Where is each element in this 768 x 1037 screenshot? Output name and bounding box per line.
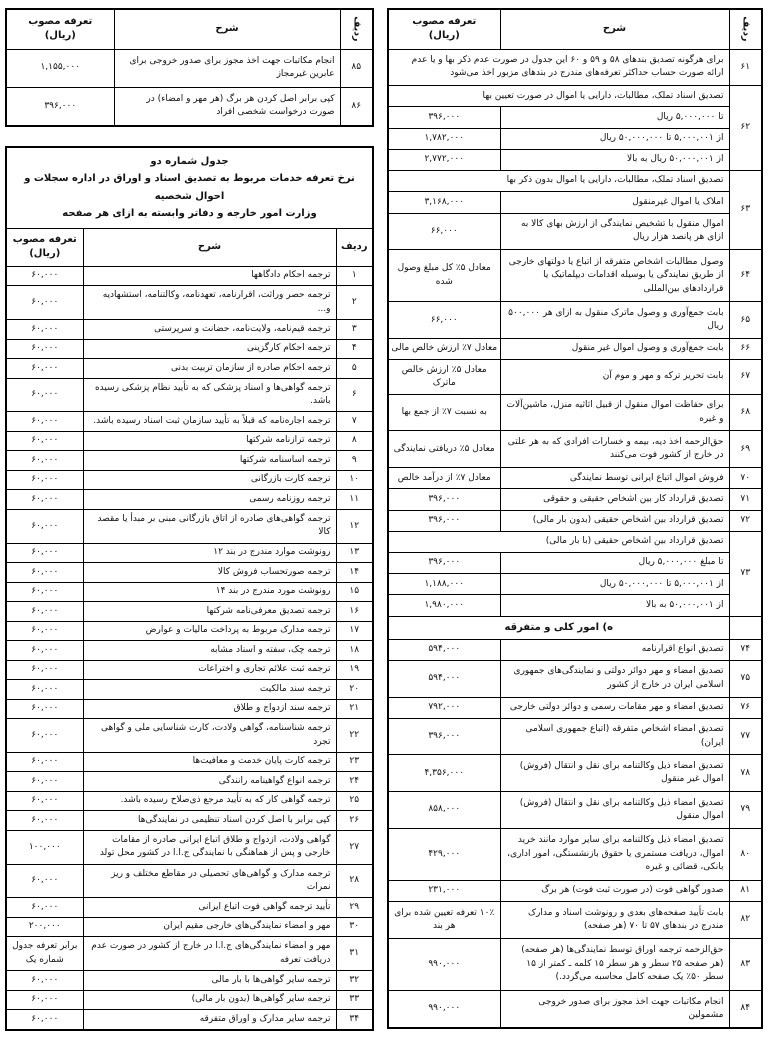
table-row	[388, 192, 762, 213]
description-cell: تصدیق قرارداد کار بین اشخاص حقیقی و حقوقی	[500, 489, 729, 510]
row-number-cell: ۷	[336, 412, 373, 432]
table-row	[6, 699, 373, 719]
row-number-cell: ۷۷	[729, 718, 762, 755]
tariff-header-line2: (ریال)	[44, 30, 76, 42]
description-cell: ترجمه کارت پایان خدمت و معافیت‌ها	[83, 752, 336, 772]
row-number-cell: ۱۹	[336, 660, 373, 680]
tariff-cell: ۷۹۲,۰۰۰	[388, 697, 500, 718]
table-row	[6, 1010, 373, 1030]
row-number-cell: ۲۹	[336, 898, 373, 918]
description-cell: تصدیق امضاء ذیل وکالتنامه برای نقل و انتقال (فروش) اموال غیر منقول	[500, 755, 729, 792]
row-number-cell: ۸	[336, 431, 373, 451]
table-row	[388, 755, 762, 792]
table-row	[6, 431, 373, 451]
tariff-cell: ۶۰,۰۰۰	[6, 811, 83, 831]
table-row	[388, 639, 762, 660]
description-cell: ترجمه قیم‌نامه، ولایت‌نامه، حضانت و سرپرستی	[83, 320, 336, 340]
row-number-cell: ۷۹	[729, 792, 762, 829]
description-cell: بابت جمع‌آوری و وصول ماترک منقول به ازای هر ۵۰۰,۰۰۰ ریال	[500, 302, 729, 339]
row-number-cell: ۲۶	[336, 811, 373, 831]
column-header-tariff	[6, 9, 114, 49]
tariff-header-line1: تعرفه مصوب	[412, 15, 477, 27]
row-number-cell: ۲۳	[336, 752, 373, 772]
description-cell: املاک یا اموال غیرمنقول	[500, 192, 729, 213]
tariff-cell: معادل ۵٪ کل مبلغ وصول شده	[388, 250, 500, 302]
tariff-cell: معادل ۵٪ ارزش خالص ماترک	[388, 360, 500, 394]
description-cell: ترجمه کارت بازرگانی	[83, 470, 336, 490]
row-number-cell: ۷۱	[729, 489, 762, 510]
row-number-cell: ۳۴	[336, 1010, 373, 1030]
table-row	[388, 531, 762, 552]
tables-gap	[5, 127, 374, 146]
tariff-cell: ۱,۹۸۰,۰۰۰	[388, 595, 500, 616]
table-row	[6, 660, 373, 680]
description-cell: تصدیق انواع اقرارنامه	[500, 639, 729, 660]
row-number-cell: ۱۲	[336, 509, 373, 543]
tariff-cell: ۳۹۶,۰۰۰	[388, 510, 500, 531]
row-number-header-label: ردیف	[351, 16, 363, 42]
table-two	[5, 146, 374, 1031]
table-row	[388, 302, 762, 339]
table-row	[388, 902, 762, 939]
column-header-row-number	[340, 9, 373, 49]
table-row	[6, 680, 373, 700]
table-row	[6, 830, 373, 864]
description-cell: رونوشت موارد مندرج در بند ۱۲	[83, 543, 336, 563]
description-cell: ترجمه اساسنامه شرکتها	[83, 451, 336, 471]
description-cell: ترجمه سایر گواهی‌ها (بدون بار مالی)	[83, 990, 336, 1010]
row-number-cell: ۱۱	[336, 490, 373, 510]
tariff-cell: معادل ۷٪ از درآمد خالص	[388, 468, 500, 489]
column-header-description: شرح	[114, 9, 340, 49]
description-cell: برای حفاظت اموال منقول از قبیل اثاثیه منزل، ماشین‌آلات و غیره	[500, 394, 729, 431]
table-row	[388, 250, 762, 302]
description-cell: تصدیق قرارداد بین اشخاص حقیقی (بدون بار مالی)	[500, 510, 729, 531]
row-number-cell: ۶۱	[729, 49, 762, 86]
description-cell: گواهی ولادت، ازدواج و طلاق اتباع ایرانی صادره از مقامات خارجی و پس از هماهنگی با نمایندگی ج.ا.ا در کشور محل تولد	[83, 830, 336, 864]
table-two-body	[6, 266, 373, 1030]
description-cell: ترجمه مدارک و گواهی‌های تحصیلی در مقاطع مختلف و ریز نمرات	[83, 864, 336, 898]
row-number-cell: ۲۴	[336, 772, 373, 792]
description-cell: ترجمه سایر مدارک و اوراق متفرقه	[83, 1010, 336, 1030]
tariff-header-line1: تعرفه مصوب	[12, 233, 77, 245]
table-one-rows-61-84	[387, 8, 763, 1029]
row-number-cell: ۱۰	[336, 470, 373, 490]
table-row	[6, 49, 373, 87]
description-cell: کپی برابر اصل کردن هر برگ (هر مهر و امضاء) در صورت درخواست شخصی افراد	[114, 87, 340, 126]
tariff-cell: ۶۰,۰۰۰	[6, 359, 83, 379]
table-header-row	[6, 9, 373, 49]
column-header-row-number: ردیف	[336, 228, 373, 266]
row-number-cell	[729, 616, 762, 639]
tariff-cell: ۵۹۴,۰۰۰	[388, 639, 500, 660]
row-number-cell: ۱۸	[336, 641, 373, 661]
table-row	[6, 359, 373, 379]
tariff-cell: ۶۰,۰۰۰	[6, 660, 83, 680]
table-one-right-body	[388, 49, 762, 1028]
description-cell: بابت تأیید صفحه‌های بعدی و رونوشت اسناد و مدارک مندرج در بندهای ۵۷ تا ۷۰ (هر صفحه)	[500, 902, 729, 939]
tariff-cell: ۶۰,۰۰۰	[6, 412, 83, 432]
row-number-cell: ۱	[336, 266, 373, 286]
description-cell: از ۵۰,۰۰۰,۰۰۱ ریال به بالا	[500, 149, 729, 170]
table-header-row	[388, 9, 762, 49]
table-row	[388, 553, 762, 574]
tariff-cell: ۶۰,۰۰۰	[6, 971, 83, 991]
description-cell: تصدیق امضاء ذیل وکالتنامه برای نقل و انتقال (فروش) اموال منقول	[500, 792, 729, 829]
tariff-cell: ۴,۳۵۶,۰۰۰	[388, 755, 500, 792]
description-cell: از ۵,۰۰۰,۰۰۱ تا ۵۰,۰۰۰,۰۰۰ ریال	[500, 574, 729, 595]
row-number-cell: ۳۱	[336, 937, 373, 971]
table-row	[6, 320, 373, 340]
table-row	[6, 937, 373, 971]
description-cell: بابت جمع‌آوری و وصول اموال غیر منقول	[500, 339, 729, 360]
row-number-cell: ۷۶	[729, 697, 762, 718]
tariff-cell: ۶۰,۰۰۰	[6, 621, 83, 641]
tariff-cell: ۱,۷۸۲,۰۰۰	[388, 128, 500, 149]
description-cell: برای هرگونه تصدیق بندهای ۵۸ و ۵۹ و ۶۰ این جدول در صورت عدم ذکر بها و یا عدم ارائه صورت حساب حداکثر تعرفه‌های مندرج در بندهای مزبور اخذ می‌شود	[388, 49, 729, 86]
table-row	[6, 266, 373, 286]
table-row	[388, 394, 762, 431]
table-row	[388, 360, 762, 394]
table-one-left-body	[6, 49, 373, 126]
row-number-cell: ۷۸	[729, 755, 762, 792]
description-cell: انجام مکاتبات جهت اخذ مجوز برای صدور خروجی برای عابرین غیرمجاز	[114, 49, 340, 87]
row-number-cell: ۴	[336, 339, 373, 359]
row-number-cell: ۱۴	[336, 563, 373, 583]
row-number-cell: ۸۰	[729, 828, 762, 880]
table-row	[6, 339, 373, 359]
tariff-cell: ۴۲۹,۰۰۰	[388, 828, 500, 880]
row-number-cell: ۱۷	[336, 621, 373, 641]
row-number-cell: ۹	[336, 451, 373, 471]
table-row	[388, 574, 762, 595]
tariff-cell: ۶۰,۰۰۰	[6, 772, 83, 792]
table-row	[6, 898, 373, 918]
row-number-cell: ۶	[336, 378, 373, 412]
description-cell: مهر و امضاء نمایندگی‌های خارجی مقیم ایران	[83, 917, 336, 937]
table-row	[6, 286, 373, 320]
description-cell: ترجمه سایر گواهی‌ها با بار مالی	[83, 971, 336, 991]
table-row	[388, 431, 762, 468]
table-row	[388, 107, 762, 128]
description-cell: ترجمه مدارک مربوط به پرداخت مالیات و عوارض	[83, 621, 336, 641]
row-number-cell: ۳۰	[336, 917, 373, 937]
row-number-cell: ۷۴	[729, 639, 762, 660]
table-header-row	[6, 228, 373, 266]
description-cell: تأیید ترجمه گواهی فوت اتباع ایرانی	[83, 898, 336, 918]
table-row	[388, 339, 762, 360]
description-cell: ترجمه گواهی‌های صادره از اتاق بازرگانی مبنی بر مبدأ یا مقصد کالا	[83, 509, 336, 543]
row-number-cell: ۸۶	[340, 87, 373, 126]
description-cell: از ۵,۰۰۰,۰۰۱ تا ۵۰,۰۰۰,۰۰۰ ریال	[500, 128, 729, 149]
description-cell: انجام مکاتبات جهت اخذ مجوز برای صدور خروجی مشمولین	[500, 991, 729, 1028]
row-number-cell: ۶۲	[729, 86, 762, 171]
subheader-cell: تصدیق قرارداد بین اشخاص حقیقی (با بار مالی)	[388, 531, 729, 552]
table-row	[6, 917, 373, 937]
tariff-cell: ۳۹۶,۰۰۰	[388, 553, 500, 574]
row-number-cell: ۲	[336, 286, 373, 320]
tariff-cell: ۶۰,۰۰۰	[6, 582, 83, 602]
tariff-cell: به نسبت ۷٪ از جمع بها	[388, 394, 500, 431]
description-cell: تصدیق امضاء و مهر مقامات رسمی و دوائر دولتی خارجی	[500, 697, 729, 718]
description-cell: ترجمه احکام دادگاهها	[83, 266, 336, 286]
table-row	[6, 990, 373, 1010]
table-row	[6, 563, 373, 583]
tariff-cell: ۶۰,۰۰۰	[6, 719, 83, 753]
column-header-tariff	[6, 228, 83, 266]
tariff-cell: ۶۰,۰۰۰	[6, 378, 83, 412]
row-number-cell: ۶۸	[729, 394, 762, 431]
table-row	[6, 490, 373, 510]
tariff-cell: ۶۰,۰۰۰	[6, 431, 83, 451]
row-number-cell: ۸۵	[340, 49, 373, 87]
table-row	[6, 719, 373, 753]
tariff-cell: ۱۰٪ تعرفه تعیین شده برای هر بند	[388, 902, 500, 939]
table-row	[388, 489, 762, 510]
tariff-cell: ۶۰,۰۰۰	[6, 791, 83, 811]
description-cell: ترجمه گواهی‌ها و اسناد پزشکی که به تأیید نظام پزشکی رسیده باشد.	[83, 378, 336, 412]
description-cell: حق‌الزحمه اخذ دیه، بیمه و خسارات افرادی که به هر علتی در خارج از کشور فوت می‌کنند	[500, 431, 729, 468]
table-two-title-line2: نرخ تعرفه خدمات مربوط به تصدیق اسناد و اوراق در اداره سجلات و احوال شخصیه	[24, 173, 355, 202]
table-row	[388, 991, 762, 1028]
table-row	[6, 641, 373, 661]
subheader-cell: تصدیق اسناد تملک، مطالبات، دارایی یا اموال در صورت تعیین بها	[388, 86, 729, 107]
description-cell: ترجمه احکام صادره از سازمان تربیت بدنی	[83, 359, 336, 379]
table-row	[6, 811, 373, 831]
table-row	[388, 660, 762, 697]
tariff-cell: ۶۰,۰۰۰	[6, 680, 83, 700]
tariff-cell: ۶۰,۰۰۰	[6, 320, 83, 340]
table-row	[388, 149, 762, 170]
tariff-cell: ۲۰۰,۰۰۰	[6, 917, 83, 937]
description-cell: صدور گواهی فوت (در صورت ثبت فوت) هر برگ	[500, 881, 729, 902]
tariff-cell: ۶۰,۰۰۰	[6, 266, 83, 286]
column-header-row-number	[729, 9, 762, 49]
description-cell: اموال منقول با تشخیص نمایندگی از ارزش بهای کالا به ازای هر پانصد هزار ریال	[500, 213, 729, 250]
description-cell: تصدیق امضاء و مهر دوائر دولتی و نمایندگی‌های جمهوری اسلامی ایران در خارج از کشور	[500, 660, 729, 697]
tariff-cell: ۶۰,۰۰۰	[6, 990, 83, 1010]
table-row	[6, 752, 373, 772]
row-number-cell: ۲۸	[336, 864, 373, 898]
tariff-cell: ۶۰,۰۰۰	[6, 490, 83, 510]
row-number-cell: ۲۲	[336, 719, 373, 753]
tariff-header-line2: (ریال)	[29, 248, 61, 260]
description-cell: ترجمه حصر وراثت، اقرارنامه، تعهدنامه، وکالتنامه، استشهادیه و...	[83, 286, 336, 320]
table-row	[388, 938, 762, 990]
description-cell: ترجمه شناسنامه، گواهی ولادت، کارت شناسایی ملی و گواهی تجرد	[83, 719, 336, 753]
tariff-cell: ۲,۷۷۲,۰۰۰	[388, 149, 500, 170]
table-row	[388, 718, 762, 755]
table-row	[388, 881, 762, 902]
table-row	[6, 791, 373, 811]
tariff-cell: ۱,۱۸۸,۰۰۰	[388, 574, 500, 595]
tariff-cell: ۲۳۱,۰۰۰	[388, 881, 500, 902]
description-cell: ترجمه صورتحساب فروش کالا	[83, 563, 336, 583]
row-number-cell: ۷۵	[729, 660, 762, 697]
table-row	[6, 772, 373, 792]
tariff-cell: ۶۰,۰۰۰	[6, 1010, 83, 1030]
tariff-cell: ۳۹۶,۰۰۰	[6, 87, 114, 126]
table-row	[6, 378, 373, 412]
row-number-cell: ۶۶	[729, 339, 762, 360]
description-cell: ترجمه احکام کارگزینی	[83, 339, 336, 359]
column-header-description: شرح	[500, 9, 729, 49]
tariff-cell: ۳,۱۶۸,۰۰۰	[388, 192, 500, 213]
tariff-cell: ۶۰,۰۰۰	[6, 699, 83, 719]
description-cell: وصول مطالبات اشخاص متفرقه از اتباع یا دولتهای خارجی از طریق نمایندگی یا بوسیله اقدامات دیپلماتیک یا قراردادهای بین‌المللی	[500, 250, 729, 302]
table-two-title-row	[6, 147, 373, 229]
table-row	[388, 86, 762, 107]
tariff-cell: ۶۰,۰۰۰	[6, 339, 83, 359]
tariff-cell: ۶۰,۰۰۰	[6, 898, 83, 918]
description-cell: ترجمه سند ازدواج و طلاق	[83, 699, 336, 719]
table-row	[388, 792, 762, 829]
tariff-cell: معادل ۵٪ دریافتی نمایندگی	[388, 431, 500, 468]
tariff-cell: ۶۰,۰۰۰	[6, 752, 83, 772]
description-cell: مهر و امضاء نمایندگی‌های ج.ا.ا در خارج از کشور در صورت عدم دریافت تعرفه	[83, 937, 336, 971]
description-cell: تا مبلغ ۵,۰۰۰,۰۰۰ ریال	[500, 553, 729, 574]
row-number-cell: ۶۷	[729, 360, 762, 394]
table-row	[388, 510, 762, 531]
tariff-cell: ۶۶,۰۰۰	[388, 302, 500, 339]
table-two-title-line1: جدول شماره دو	[150, 155, 229, 167]
table-two-title	[6, 147, 373, 229]
table-row	[388, 213, 762, 250]
row-number-cell: ۱۶	[336, 602, 373, 622]
tariff-cell: ۶۰,۰۰۰	[6, 286, 83, 320]
table-one-rows-85-86	[5, 8, 374, 127]
description-cell: کپی برابر با اصل کردن اسناد تنظیمی در نمایندگی‌ها	[83, 811, 336, 831]
row-number-cell: ۲۱	[336, 699, 373, 719]
row-number-cell: ۲۰	[336, 680, 373, 700]
row-number-cell: ۸۱	[729, 881, 762, 902]
row-number-header-label: ردیف	[740, 16, 752, 42]
description-cell: ترجمه چک، سفته و اسناد مشابه	[83, 641, 336, 661]
row-number-cell: ۶۳	[729, 171, 762, 250]
table-row	[6, 971, 373, 991]
description-cell: فروش اموال اتباع ایرانی توسط نمایندگی	[500, 468, 729, 489]
description-cell: ترجمه روزنامه رسمی	[83, 490, 336, 510]
tariff-cell: ۶۰,۰۰۰	[6, 509, 83, 543]
row-number-cell: ۳	[336, 320, 373, 340]
table-row	[6, 543, 373, 563]
row-number-cell: ۸۴	[729, 991, 762, 1028]
row-number-cell: ۲۵	[336, 791, 373, 811]
table-row	[388, 49, 762, 86]
tariff-cell: ۵۹۴,۰۰۰	[388, 660, 500, 697]
description-cell: ترجمه اجاره‌نامه که قبلاً به تأیید سازمان ثبت اسناد رسیده باشد.	[83, 412, 336, 432]
table-row	[6, 509, 373, 543]
tariff-cell: ۱۰۰,۰۰۰	[6, 830, 83, 864]
table-row	[388, 828, 762, 880]
description-cell: ترجمه ترازنامه شرکتها	[83, 431, 336, 451]
row-number-cell: ۸۳	[729, 938, 762, 990]
tariff-cell: ۶۰,۰۰۰	[6, 543, 83, 563]
table-row	[6, 412, 373, 432]
table-row	[6, 864, 373, 898]
tariff-cell: ۳۹۶,۰۰۰	[388, 718, 500, 755]
row-number-cell: ۷۳	[729, 531, 762, 616]
row-number-cell: ۶۵	[729, 302, 762, 339]
row-number-cell: ۸۲	[729, 902, 762, 939]
row-number-cell: ۳۲	[336, 971, 373, 991]
description-cell: حق‌الزحمه ترجمه اوراق توسط نمایندگی‌ها (هر صفحه) (هر صفحه ۲۵ سطر و هر سطر ۱۵ کلمه ـ کمتر از ۱۵ سطر ۵۰٪ یک صفحه کامل محاسبه می‌گردد.)	[500, 938, 729, 990]
row-number-cell: ۳۳	[336, 990, 373, 1010]
tariff-cell: معادل ۷٪ ارزش خالص مالی	[388, 339, 500, 360]
table-row	[388, 697, 762, 718]
table-row	[388, 171, 762, 192]
tariff-cell: ۹۹۰,۰۰۰	[388, 991, 500, 1028]
row-number-cell: ۶۹	[729, 431, 762, 468]
table-row	[388, 468, 762, 489]
tariff-cell: ۶۰,۰۰۰	[6, 641, 83, 661]
tariff-cell: ۳۹۶,۰۰۰	[388, 107, 500, 128]
row-number-cell: ۵	[336, 359, 373, 379]
row-number-cell: ۶۴	[729, 250, 762, 302]
left-column	[5, 8, 374, 1031]
description-cell: ترجمه انواع گواهینامه رانندگی	[83, 772, 336, 792]
row-number-cell: ۱۳	[336, 543, 373, 563]
description-cell: تصدیق امضاء ذیل وکالتنامه برای سایر موارد مانند خرید اموال، دریافت مستمری یا حقوق بازنشستگی، امور اداری، بانکی، قضائی و غیره	[500, 828, 729, 880]
table-row	[6, 602, 373, 622]
table-two-title-line3: وزارت امور خارجه و دفاتر وابسته به ازای هر صفحه	[62, 208, 317, 220]
description-cell: ترجمه گواهی کار که به تأیید مرجع ذی‌صلاح رسیده باشد.	[83, 791, 336, 811]
description-cell: ترجمه ثبت علائم تجاری و اختراعات	[83, 660, 336, 680]
description-cell: ترجمه سند مالکیت	[83, 680, 336, 700]
description-cell: تا ۵,۰۰۰,۰۰۰ ریال	[500, 107, 729, 128]
description-cell: تصدیق امضاء اشخاص متفرقه (اتباع جمهوری اسلامی ایران)	[500, 718, 729, 755]
tariff-cell: ۱,۱۵۵,۰۰۰	[6, 49, 114, 87]
tariff-cell: ۶۶,۰۰۰	[388, 213, 500, 250]
tariff-cell: ۶۰,۰۰۰	[6, 470, 83, 490]
tariff-cell: ۶۰,۰۰۰	[6, 602, 83, 622]
right-column	[387, 8, 763, 1031]
column-header-tariff	[388, 9, 500, 49]
tariff-cell: ۹۹۰,۰۰۰	[388, 938, 500, 990]
subheader-cell: تصدیق اسناد تملک، مطالبات، دارایی یا اموال بدون ذکر بها	[388, 171, 729, 192]
tariff-cell: ۳۹۶,۰۰۰	[388, 489, 500, 510]
tariff-cell: ۶۰,۰۰۰	[6, 451, 83, 471]
tariff-cell: ۸۵۸,۰۰۰	[388, 792, 500, 829]
section-header-cell: ه) امور کلی و متفرقه	[388, 616, 729, 639]
tariff-header-line2: (ریال)	[428, 30, 460, 42]
description-cell: از ۵۰,۰۰۰,۰۰۱ به بالا	[500, 595, 729, 616]
row-number-cell: ۲۷	[336, 830, 373, 864]
tariff-cell: ۶۰,۰۰۰	[6, 864, 83, 898]
description-cell: رونوشت مورد مندرج در بند ۱۴	[83, 582, 336, 602]
table-row	[388, 616, 762, 639]
row-number-cell: ۱۵	[336, 582, 373, 602]
description-cell: بابت تحریر ترکه و مهر و موم آن	[500, 360, 729, 394]
tariff-cell: برابر تعرفه جدول شماره یک	[6, 937, 83, 971]
description-cell: ترجمه تصدیق معرفی‌نامه شرکتها	[83, 602, 336, 622]
row-number-cell: ۷۲	[729, 510, 762, 531]
row-number-cell: ۷۰	[729, 468, 762, 489]
table-row	[6, 451, 373, 471]
table-row	[388, 128, 762, 149]
table-row	[6, 87, 373, 126]
table-row	[6, 621, 373, 641]
table-row	[6, 582, 373, 602]
tariff-cell: ۶۰,۰۰۰	[6, 563, 83, 583]
table-row	[6, 470, 373, 490]
column-header-description: شرح	[83, 228, 336, 266]
table-row	[388, 595, 762, 616]
tariff-header-line1: تعرفه مصوب	[28, 15, 93, 27]
